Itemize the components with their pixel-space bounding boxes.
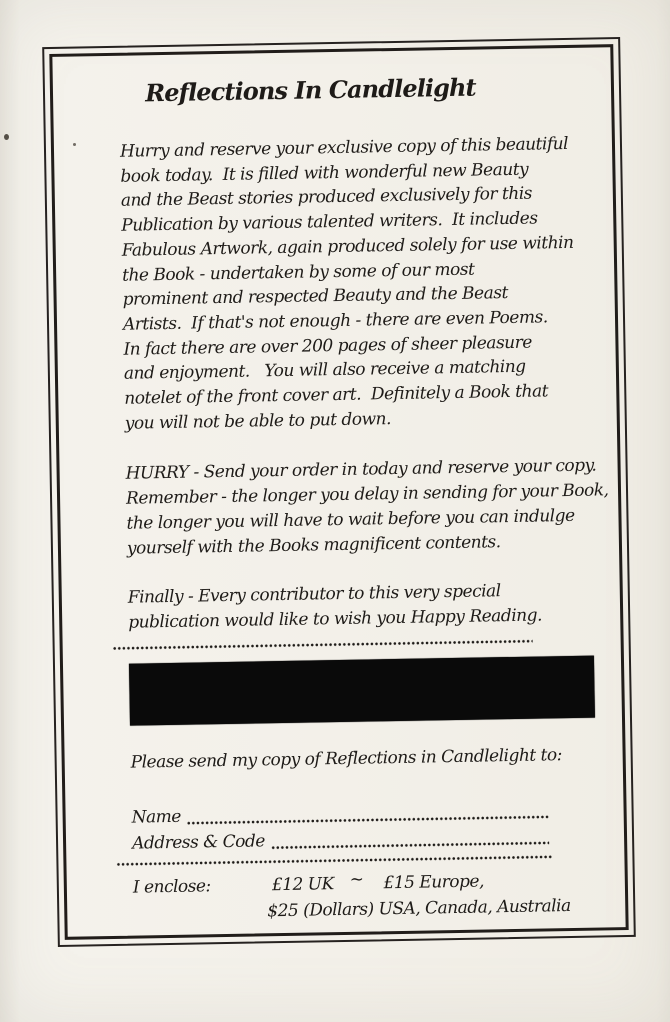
decorative-double-border	[42, 37, 636, 947]
address-dotted-leader	[271, 840, 549, 850]
flyer-content	[52, 47, 625, 937]
decorative-inner-border	[49, 44, 628, 940]
name-dotted-leader	[187, 814, 549, 825]
page-title: Reflections In Candlelight	[144, 72, 476, 108]
dotted-divider	[113, 638, 533, 650]
redacted-address-block	[129, 655, 595, 725]
address-field-row	[132, 824, 549, 855]
order-form-instruction: Please send my copy of Reflections in Candlelight to:	[130, 744, 563, 773]
name-label: Name	[131, 806, 182, 828]
address-label: Address & Code	[131, 831, 266, 854]
scan-speck	[4, 134, 9, 140]
body-paragraph-hurry: HURRY - Send your order in today and reserve your copy. Remember - the longer you delay in sending for your Book, the longer you will have to wait before you can indulge yourself with the Books magnificent contents.	[125, 455, 609, 559]
address-extra-dotted-line	[116, 854, 552, 867]
price-europe: £15 Europe,	[383, 871, 485, 893]
body-paragraph-finally: Finally - Every contributor to this very special publication would like to wish you Happy Reading.	[127, 581, 543, 633]
enclose-label: I enclose:	[132, 875, 211, 898]
page-frame	[42, 37, 636, 947]
body-paragraph-intro: Hurry and reserve your exclusive copy of this beautiful book today. It is filled with wonderful new Beauty and the Beast stories produced exclusively for this Publication by various talented writers. It includes Fabulous Artwork, again produced solely for use within the Book - undertaken by some of our most prominent and respected Beauty and the Beast Artists. If that's not enough - there are even Poems. In fact there are over 200 pages of sheer pleasure and enjoyment. You will also receive a matching notelet of the front cover art. Definitely a Book that you will not be able to put down.	[119, 133, 574, 434]
price-uk: £12 UK	[271, 873, 334, 895]
price-overseas: $25 (Dollars) USA, Canada, Australia	[267, 895, 571, 921]
price-separator-tilde: ~	[349, 869, 364, 890]
